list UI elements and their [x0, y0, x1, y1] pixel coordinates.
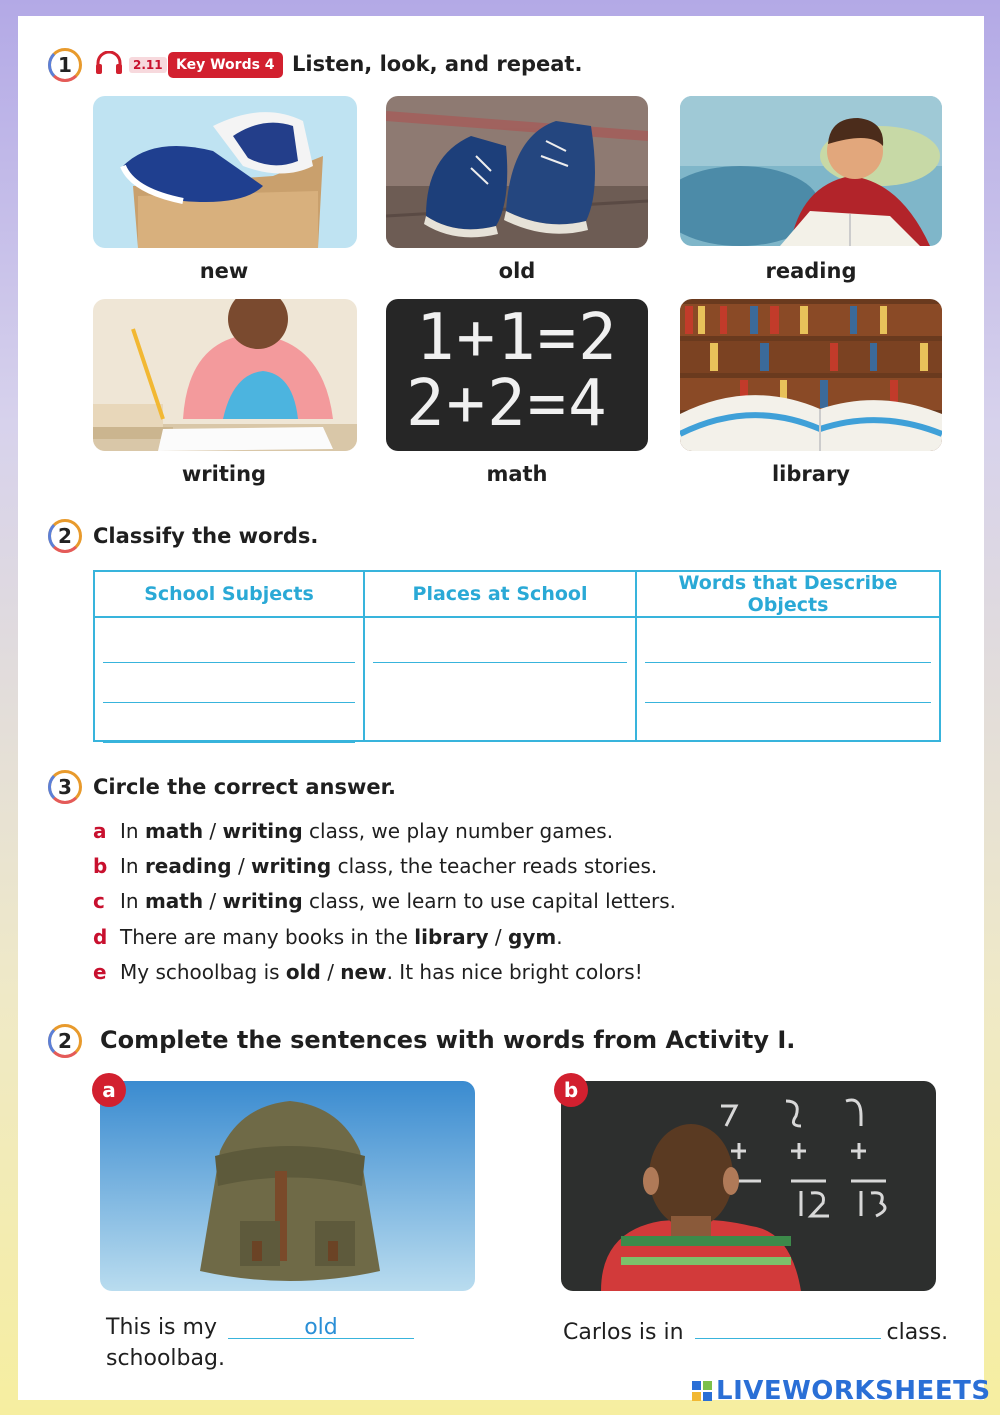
question-item-e	[93, 954, 676, 989]
answer-line[interactable]	[645, 662, 931, 663]
caption-new: new	[199, 259, 249, 283]
question-item-d	[93, 919, 676, 954]
option-separator: /	[203, 889, 223, 914]
activity-4-number-text: 2	[58, 1029, 72, 1053]
describe-objects-cell	[636, 617, 940, 741]
answer-line[interactable]	[103, 742, 355, 743]
caption-reading: reading	[765, 259, 857, 283]
activity-4-number	[48, 1024, 82, 1058]
answer-line[interactable]	[645, 702, 931, 703]
answer-option[interactable]: math	[144, 818, 204, 843]
answer-option[interactable]: new	[340, 959, 387, 984]
liveworksheets-logo[interactable]	[692, 1376, 991, 1406]
question-item-c	[93, 884, 676, 919]
option-separator: /	[203, 818, 223, 843]
answer-blank-a[interactable]: old	[228, 1312, 414, 1339]
question-letter: c	[93, 889, 105, 914]
answer-option[interactable]: writing	[222, 889, 303, 914]
photo-boy-reading	[680, 96, 942, 246]
activity-4-instruction: Complete the sentences with words from Activity I.	[100, 1026, 796, 1054]
answer-option[interactable]: writing	[222, 818, 303, 843]
answer-option[interactable]: gym	[508, 924, 557, 949]
badge-a: a	[92, 1073, 126, 1107]
question-text: class, the teacher reads stories.	[331, 853, 658, 878]
photo-old-shoes	[386, 96, 648, 248]
option-separator: /	[231, 853, 252, 878]
photo-library	[680, 299, 942, 451]
answer-line[interactable]	[103, 662, 355, 663]
photo-math-chalkboard	[386, 299, 648, 451]
column-describe-objects: Words that Describe Objects	[636, 571, 940, 617]
activity-3-number	[48, 770, 82, 804]
answer-option[interactable]: reading	[144, 853, 232, 878]
photo-girl-writing	[93, 299, 357, 451]
question-text: My schoolbag is	[120, 959, 286, 984]
badge-b: b	[554, 1073, 588, 1107]
answer-option[interactable]: writing	[251, 853, 332, 878]
column-places-at-school: Places at School	[364, 571, 636, 617]
sentence-a	[106, 1312, 414, 1374]
photo-boy-chalkboard	[561, 1081, 936, 1291]
question-item-b	[93, 848, 676, 883]
question-text: class, we learn to use capital letters.	[302, 889, 677, 914]
caption-math: math	[486, 462, 548, 486]
activity-3-number-text: 3	[58, 775, 72, 799]
logo-grid-icon	[692, 1381, 712, 1401]
sentence-b-start: Carlos is in	[563, 1320, 684, 1345]
question-text: In	[120, 853, 145, 878]
activity-1-instruction: Listen, look, and repeat.	[292, 52, 583, 76]
key-words-pill: Key Words 4	[168, 52, 283, 78]
circle-question-list	[93, 813, 676, 989]
question-text: In	[120, 818, 145, 843]
caption-library: library	[771, 462, 850, 486]
headphones-icon	[94, 51, 124, 75]
question-text: In	[120, 889, 145, 914]
school-subjects-cell	[94, 617, 364, 741]
audio-track-number: 2.11	[129, 57, 167, 73]
chalkboard-line-1: 1+1=2	[416, 301, 619, 375]
answer-line[interactable]	[373, 662, 627, 663]
question-letter: b	[93, 853, 108, 878]
chalkboard-line-2: 2+2=4	[406, 367, 609, 441]
option-separator: /	[320, 959, 341, 984]
logo-text: LIVEWORKSHEETS	[716, 1376, 991, 1406]
answer-line[interactable]	[103, 702, 355, 703]
sentence-a-end: schoolbag.	[106, 1346, 225, 1371]
activity-1-number	[48, 48, 82, 82]
classify-table	[93, 570, 941, 742]
photo-new-shoes	[93, 96, 357, 248]
activity-2-instruction: Classify the words.	[93, 524, 319, 548]
question-letter: e	[93, 959, 107, 984]
sentence-a-start: This is my	[106, 1315, 217, 1340]
question-letter: a	[93, 818, 107, 843]
activity-2-number	[48, 519, 82, 553]
caption-old: old	[498, 259, 536, 283]
question-text: .	[556, 924, 563, 949]
question-text: There are many books in the	[120, 924, 415, 949]
sentence-b-end: class.	[886, 1320, 949, 1345]
answer-option[interactable]: math	[144, 889, 204, 914]
answer-option[interactable]: old	[285, 959, 321, 984]
answer-option[interactable]: library	[414, 924, 489, 949]
answer-blank-b[interactable]	[695, 1312, 881, 1339]
activity-3-instruction: Circle the correct answer.	[93, 775, 396, 799]
question-text: class, we play number games.	[302, 818, 614, 843]
caption-writing: writing	[181, 462, 267, 486]
column-school-subjects: School Subjects	[94, 571, 364, 617]
option-separator: /	[488, 924, 508, 949]
sentence-b	[563, 1312, 948, 1348]
activity-2-number-text: 2	[58, 524, 72, 548]
places-at-school-cell	[364, 617, 636, 741]
question-text: . It has nice bright colors!	[386, 959, 643, 984]
question-letter: d	[93, 924, 108, 949]
photo-old-backpack	[100, 1081, 475, 1291]
activity-1-number-text: 1	[58, 53, 72, 77]
worksheet-page	[18, 16, 984, 1400]
question-item-a	[93, 813, 676, 848]
